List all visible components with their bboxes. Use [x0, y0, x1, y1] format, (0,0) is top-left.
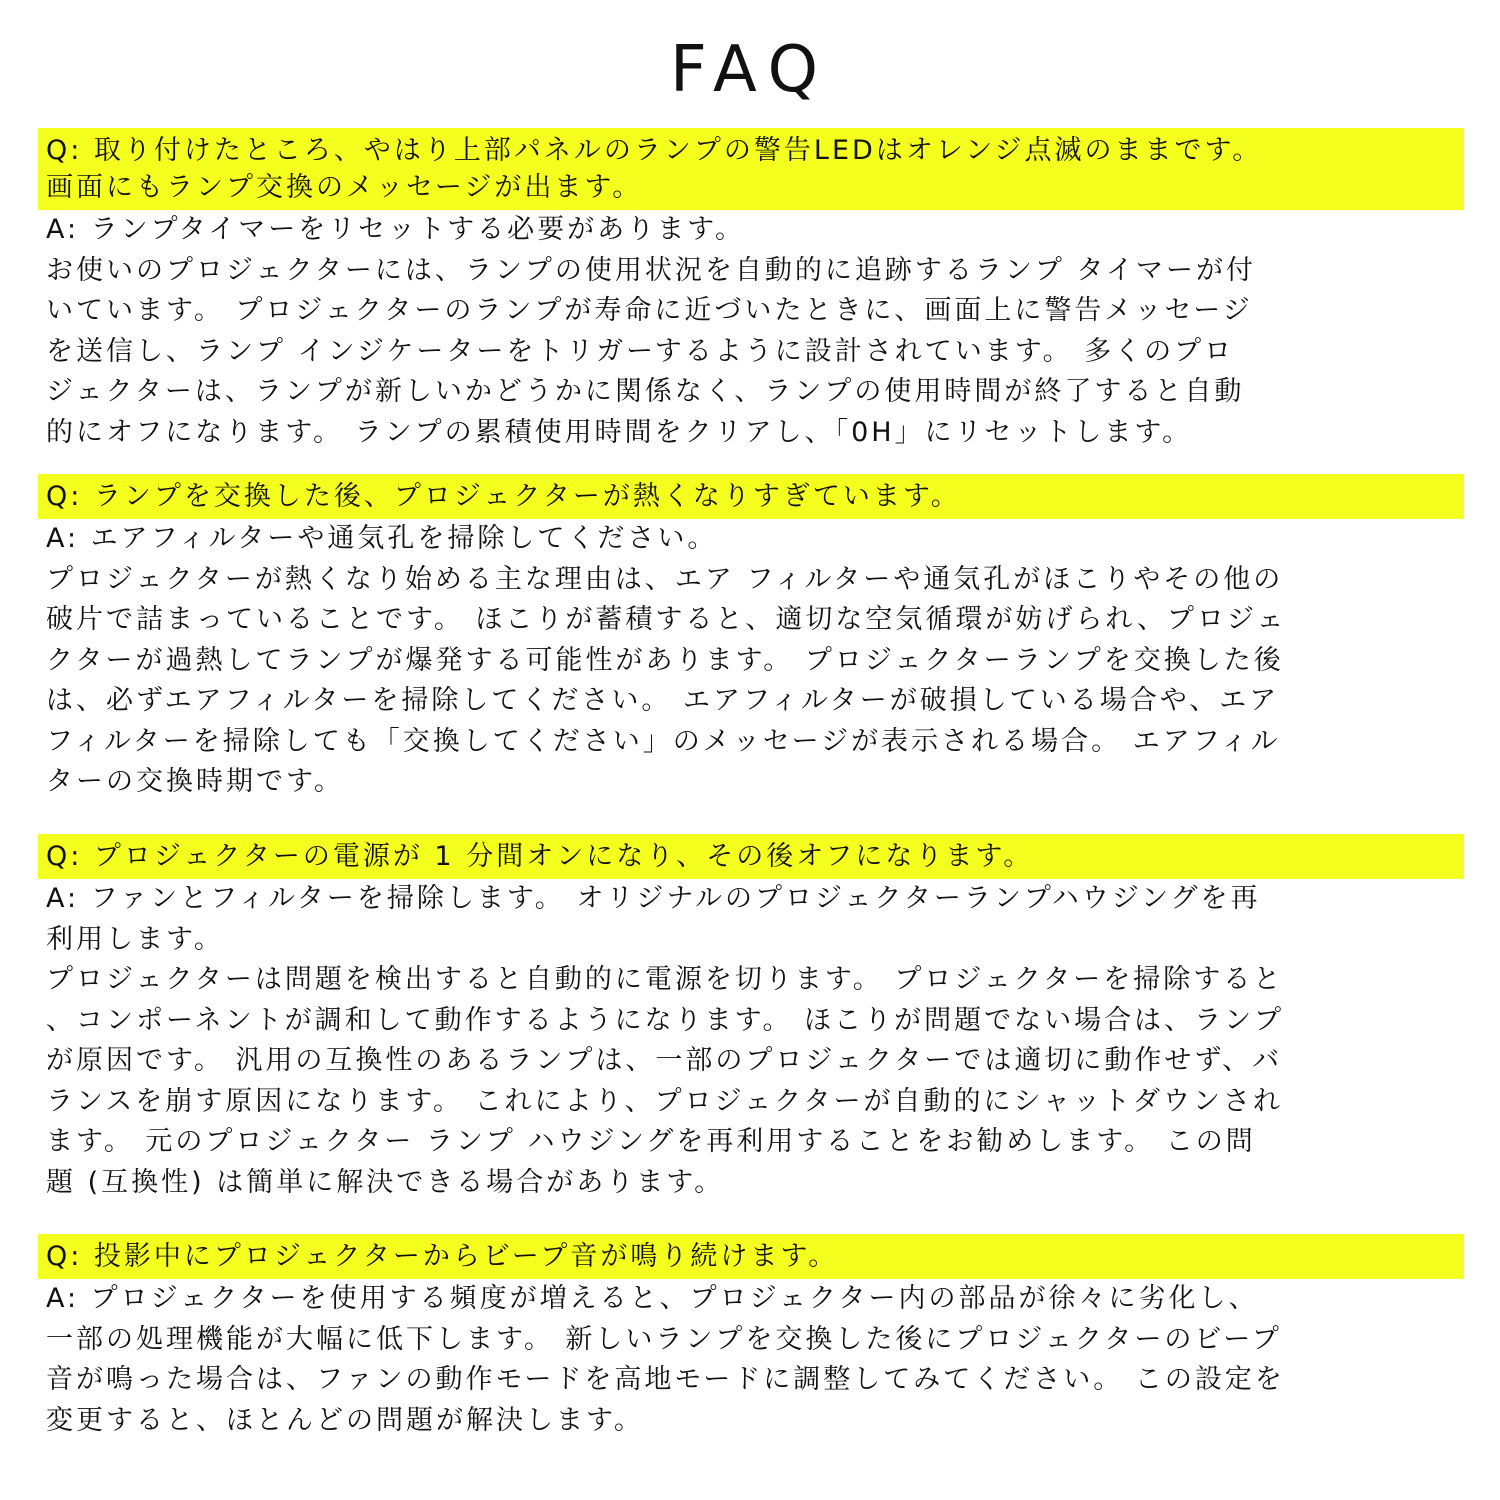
- answer-body: お使いのプロジェクターには、ランプの使用状況を自動的に追跡するランプ タイマーが付 いています。 プロジェクターのランプが寿命に近づいたときに、画面上に警告メッセージ を送信し、ランプ インジケーターをトリガーするように設計されています。 多くのプロ ジェクターは、ランプが新しいかどうかに関係なく、ランプの使用時間が終了すると自動 的にオフになります。 ランプの累積使用時間をクリアし、「0H」にリセットします。: [46, 254, 1256, 448]
- faq-item-2: [0, 474, 1500, 803]
- faq-answer: [46, 879, 1426, 1203]
- faq-question: Q: 投影中にプロジェクターからビープ音が鳴り続けます。: [38, 1234, 1464, 1279]
- answer-lead: A: プロジェクターを使用する頻度が増えると、プロジェクター内の部品が徐々に劣化し、 一部の処理機能が大幅に低下します。 新しいランプを交換した後にプロジェクターのビープ 音が鳴った場合は、ファンの動作モードを高地モードに調整してみてください。 この設定を 変更すると、ほとんどの問題が解決します。: [46, 1283, 1285, 1436]
- faq-answer: [46, 1279, 1426, 1441]
- answer-lead: A: ファンとフィルターを掃除します。 オリジナルのプロジェクターランプハウジングを再 利用します。: [46, 883, 1261, 955]
- faq-answer: [46, 519, 1426, 803]
- faq-question: Q: ランプを交換した後、プロジェクターが熱くなりすぎています。: [38, 474, 1464, 519]
- faq-item-3: [0, 834, 1500, 1203]
- faq-item-4: [0, 1234, 1500, 1441]
- answer-body: プロジェクターが熱くなり始める主な理由は、エア フィルターや通気孔がほこりやその他の 破片で詰まっていることです。 ほこりが蓄積すると、適切な空気循環が妨げられ、プロジェ クターが過熱してランプが爆発する可能性があります。 プロジェクターランプを交換した後 は、必ずエアフィルターを掃除してください。 エアフィルターが破損している場合や、エア フィルターを掃除しても「交換してください」のメッセージが表示される場合。 エアフィル ターの交換時期です。: [46, 563, 1287, 797]
- answer-lead: A: エアフィルターや通気孔を掃除してください。: [46, 523, 718, 554]
- answer-lead: A: ランプタイマーをリセットする必要があります。: [46, 214, 746, 245]
- faq-question: Q: プロジェクターの電源が 1 分間オンになり、その後オフになります。: [38, 834, 1464, 879]
- faq-answer: [46, 210, 1426, 453]
- page-title: FAQ: [670, 33, 830, 107]
- faq-item-1: [0, 128, 1500, 453]
- faq-question: Q: 取り付けたところ、やはり上部パネルのランプの警告LEDはオレンジ点滅のままです。 画面にもランプ交換のメッセージが出ます。: [38, 128, 1464, 210]
- answer-body: プロジェクターは問題を検出すると自動的に電源を切ります。 プロジェクターを掃除すると 、コンポーネントが調和して動作するようになります。 ほこりが問題でない場合は、ランプ が原因です。 汎用の互換性のあるランプは、一部のプロジェクターでは適切に動作せず、バ ランスを崩す原因になります。 これにより、プロジェクターが自動的にシャットダウンされ ます。 元のプロジェクター ランプ ハウジングを再利用することをお勧めします。 この問 題 (互換性) は簡単に解決できる場合があります。: [46, 964, 1285, 1198]
